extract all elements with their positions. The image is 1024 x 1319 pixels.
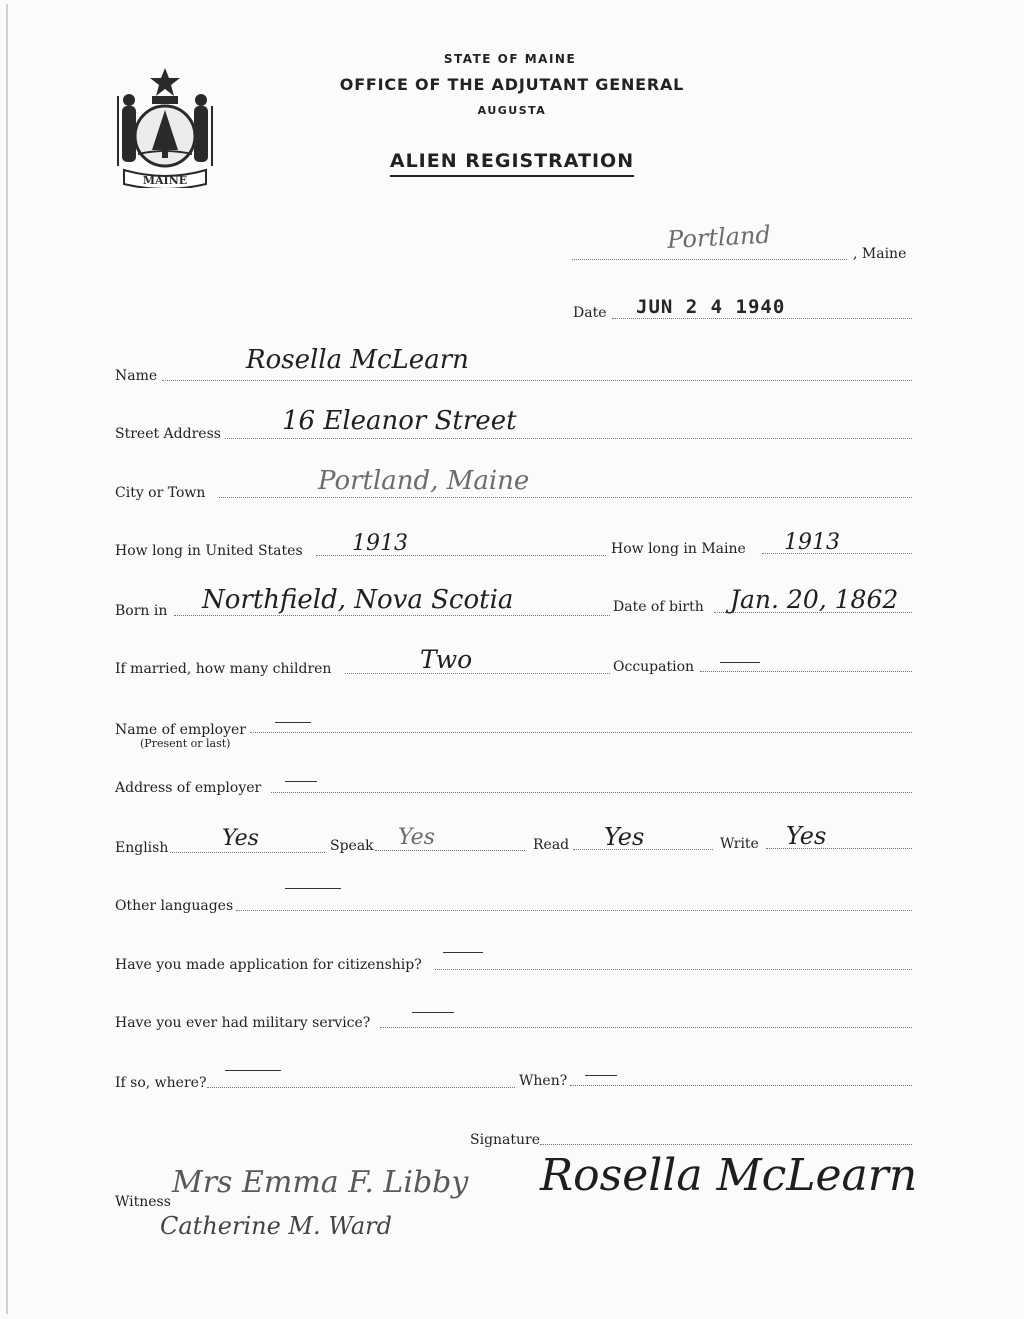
city-line [219,497,912,498]
us-years-value: 1913 [352,531,408,556]
write-label: Write [720,836,759,852]
employer-address-label: Address of employer [115,780,262,796]
form-title [0,150,1024,172]
children-value: Two [420,645,473,674]
city-heading: AUGUSTA [477,104,547,117]
military-dash [412,1012,454,1013]
signature-line [540,1144,912,1145]
employer-line [250,732,912,733]
place-value: Portland [666,220,772,254]
children-line [345,673,610,674]
english-line [170,852,325,853]
when-dash [585,1075,617,1076]
office-heading: OFFICE OF THE ADJUTANT GENERAL [339,75,685,94]
dob-value: Jan. 20, 1862 [730,585,899,614]
read-value: Yes [604,823,645,851]
where-label: If so, where? [115,1075,207,1091]
page-frame [6,4,1018,1314]
citizenship-label: Have you made application for citizenship? [115,957,422,973]
english-label: English [115,840,169,856]
read-label: Read [533,837,570,853]
date-line [612,318,912,319]
us-years-label: How long in United States [115,543,303,559]
employer-dash [275,722,311,723]
witness-label: Witness [115,1194,171,1210]
name-line [162,380,912,381]
name-value: Rosella McLearn [246,345,469,375]
write-value: Yes [786,822,827,850]
other-languages-dash [285,888,341,889]
maine-years-value: 1913 [784,530,840,555]
military-label: Have you ever had military service? [115,1015,371,1031]
employer-sublabel: (Present or last) [140,737,231,750]
signature-value: Rosella McLearn [540,1150,918,1201]
speak-value: Yes [398,825,435,850]
place-line [572,259,847,260]
city-label: City or Town [115,485,206,501]
where-line [207,1087,515,1088]
signature-label: Signature [470,1132,541,1148]
citizenship-dash [443,952,483,953]
employer-address-line [271,792,912,793]
form-title-text: ALIEN REGISTRATION [390,150,634,177]
citizenship-line [435,969,912,970]
witness-value-2: Catherine M. Ward [160,1212,392,1240]
name-label: Name [115,368,158,384]
date-stamp: JUN 2 4 1940 [636,296,786,318]
born-label: Born in [115,603,168,619]
speak-line [375,850,525,851]
children-label: If married, how many children [115,661,332,677]
street-value: 16 Eleanor Street [282,406,517,436]
when-label: When? [519,1073,568,1089]
state-heading: STATE OF MAINE [443,52,577,66]
street-line [225,438,912,439]
place-label: , Maine [853,246,907,262]
other-languages-line [236,910,912,911]
occupation-label: Occupation [613,659,695,675]
military-line [380,1027,912,1028]
speak-label: Speak [330,838,374,854]
born-value: Northfield, Nova Scotia [202,585,514,615]
other-languages-label: Other languages [115,898,234,914]
born-line [174,615,610,616]
employer-address-dash [285,781,317,782]
employer-label: Name of employer [115,722,246,738]
seal-text: MAINE [142,174,188,187]
street-label: Street Address [115,426,221,442]
maine-years-label: How long in Maine [611,541,746,557]
english-value: Yes [222,826,259,851]
occupation-line [700,671,912,672]
city-value: Portland, Maine [318,466,530,496]
occupation-dash [720,662,760,663]
where-dash [225,1070,281,1071]
date-label: Date [573,305,607,321]
when-line [570,1085,912,1086]
witness-value: Mrs Emma F. Libby [172,1165,469,1200]
dob-label: Date of birth [613,599,704,615]
